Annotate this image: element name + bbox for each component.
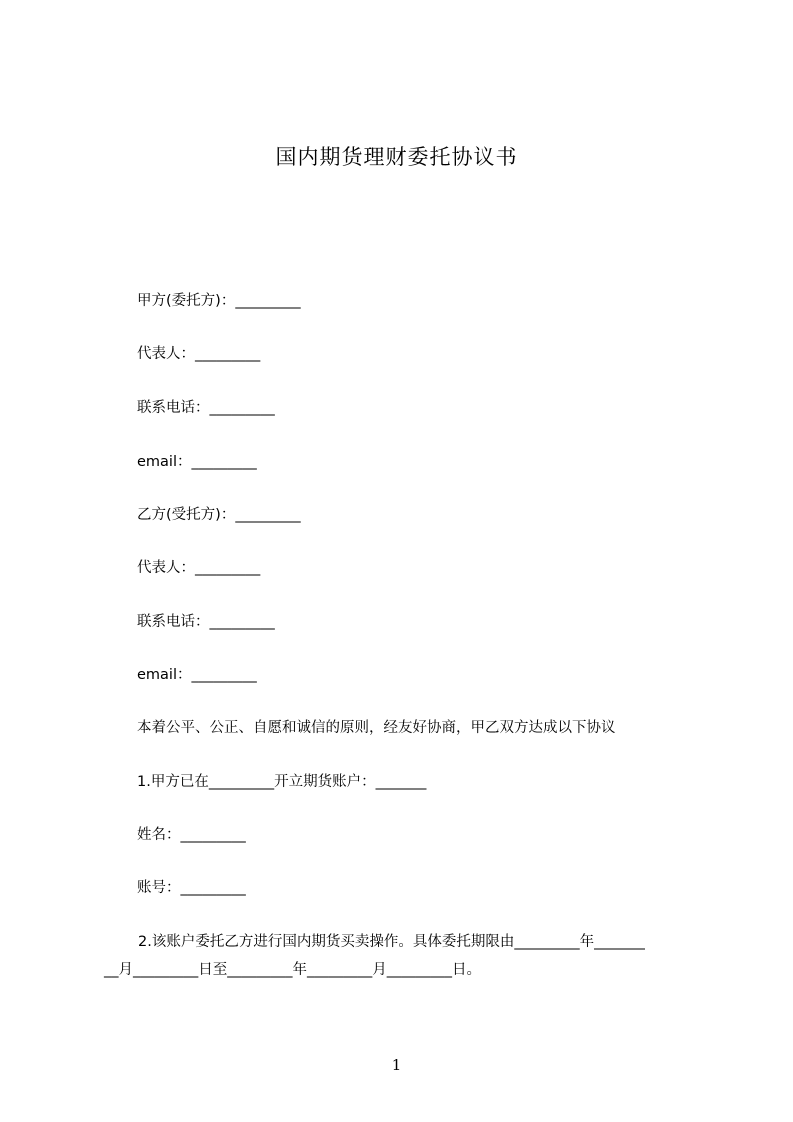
page-number: 1 <box>391 1056 402 1074</box>
party-a-email-line: email：_________ <box>137 454 257 470</box>
party-b-representative-line: 代表人：_________ <box>137 560 261 576</box>
clause-1-name-line: 姓名：_________ <box>137 827 246 843</box>
clause-1-account-line: 账号：_________ <box>137 880 246 896</box>
party-b-email-line: email：_________ <box>137 667 257 683</box>
clause-2-line-1: 2.该账户委托乙方进行国内期货买卖操作。具体委托期限由_________年_______ <box>138 934 645 950</box>
clause-1-text: 1.甲方已在_________开立期货账户：_______ <box>137 774 427 790</box>
party-a-name-line: 甲方(委托方)：_________ <box>137 293 301 309</box>
document-title: 国内期货理财委托协议书 <box>275 145 518 169</box>
party-b-name-line: 乙方(受托方)：_________ <box>137 507 301 523</box>
party-b-phone-line: 联系电话：_________ <box>137 614 275 630</box>
party-a-phone-line: 联系电话：_________ <box>137 400 275 416</box>
clause-2-line-2: __月_________日至_________年_________月_________日。 <box>104 962 481 978</box>
preamble-text: 本着公平、公正、自愿和诚信的原则，经友好协商，甲乙双方达成以下协议 <box>137 720 616 736</box>
party-a-representative-line: 代表人：_________ <box>137 346 261 362</box>
